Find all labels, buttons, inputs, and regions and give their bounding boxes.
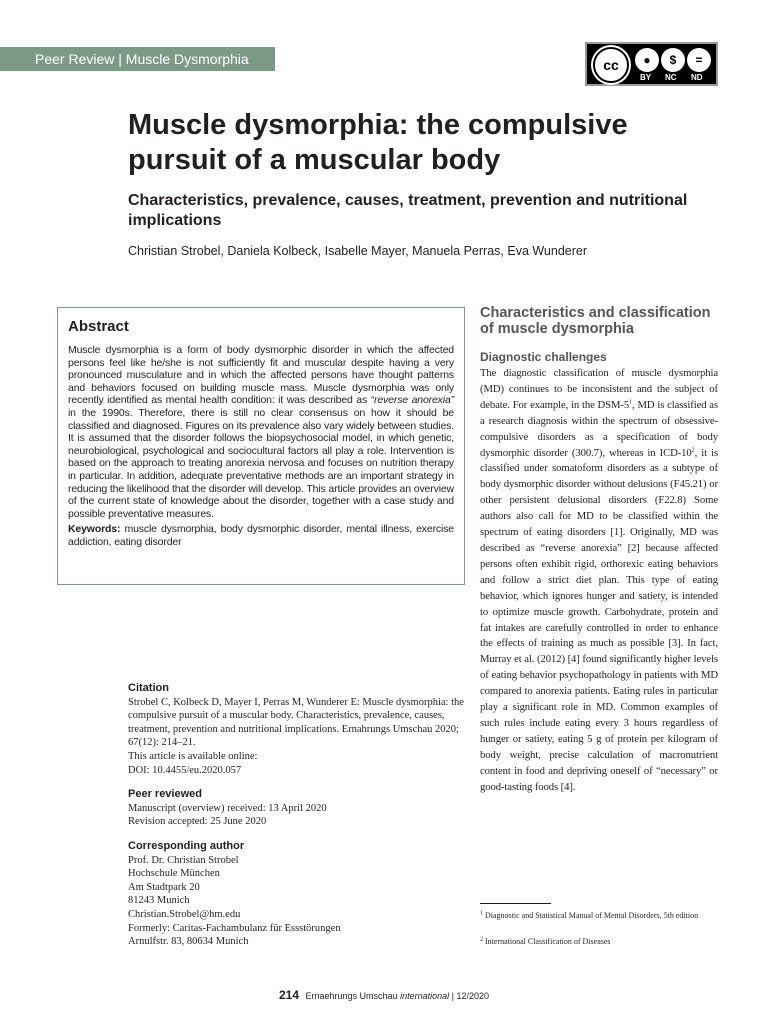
footnote-divider [480, 903, 551, 904]
article-title: Muscle dysmorphia: the compulsive pursuit of a muscular body [128, 109, 628, 176]
citation-heading: Citation [128, 682, 169, 694]
page-number: 214 [278, 988, 299, 1002]
author-line: Am Stadtpark 20 [128, 881, 200, 893]
by-person-icon: ● [635, 48, 659, 72]
author-line: Prof. Dr. Christian Strobel [128, 854, 239, 866]
license-nc-label: NC [665, 73, 677, 82]
peer-heading: Peer reviewed [128, 788, 202, 800]
keywords: Keywords: muscle dysmorphia, body dysmorphic disorder, mental illness, exercise addiction, eating disorder [68, 523, 454, 548]
accepted-date: Revision accepted: 25 June 2020 [128, 816, 267, 828]
page-footer [0, 988, 768, 1002]
subsection-title: Diagnostic challenges [480, 350, 607, 364]
author-line: Hochschule München [128, 868, 220, 880]
footnote-1: $^1$ Diagnostic and Statistical Manual of Mental Disorders, 5th edition [480, 910, 699, 920]
license-by-label: BY [640, 73, 652, 82]
peer-review-block [128, 788, 468, 829]
online-note: This article is available online: [128, 750, 258, 762]
abstract-text: Muscle dysmorphia is a form of body dysmorphic disorder in which the affected persons feel like he/she is not sufficiently fit and muscular despite having a very pronounced musculature and in which the affected persons have thought patterns and behaviors focused on building muscle mass. Muscle dysmorphia was only recently identified as mental health condition: it was described as “reverse anorexia” in the 1990s. Therefore, there is still no clear consensus on how it should be classified and diagnosed. Figures on its prevalence also vary widely between studies. It is assumed that the disorder follows the biopsychosocial model, in which genetic, neurobiological, psychological and sociocultural factors all play a role. Intervention is based on the approach to treating anorexia nervosa and focuses on nutrition therapy in particular. In addition, adequate preventative methods are an important strategy in reducing the likelihood that the disorder will develop. This article provides an overview of the current state of knowledge about the disorder, together with a case study and possible preventative measures. [68, 344, 454, 520]
nc-dollar-icon: $ [661, 48, 685, 72]
journal-name: Ernaehrungs Umschau [305, 991, 398, 1001]
journal-edition: international [400, 991, 450, 1001]
license-nd-label: ND [691, 73, 703, 82]
journal-issue: | 12/2020 [449, 991, 490, 1001]
cc-license-badge [585, 42, 718, 86]
cc-logo-icon: cc [593, 47, 629, 83]
author-heading: Corresponding author [128, 840, 245, 852]
doi[interactable]: DOI: 10.4455/eu.2020.057 [128, 764, 242, 776]
section-banner: Peer Review | Muscle Dysmorphia [0, 47, 275, 71]
section-title: Characteristics and classification of muscle dysmorphia [480, 305, 711, 337]
body-paragraph: The diagnostic classification of muscle dysmorphia (MD) continues to be inconsistent and the subject of debate. For example, in the DSM-$5^1$, MD is classified as a research diagnosis within the spectrum of obsessive-compulsive disorders as a specification of body dysmorphic disorder (300.7), whereas in ICD-$10^2$, it is classified under somatoform disorders as a subtype of body dysmorphic disorder without delusions (F45.21) or other persistent delusional disorders (F22.8) Some authors also call for MD to be classified within the spectrum of eating disorders [1]. Originally, MD was described as “reverse anorexia” [2] because affected persons often exhibit rigid, orthorexic eating behaviors and follow a strict diet plan. This type of eating behavior, which ignores hunger and satiety, is intended to optimize muscle growth. Carbohydrate, protein and fat intakes are carefully controlled in order to enhance the effects of training as much as possible [3]. In fact, Murray et al. (2012) [4] found significantly higher levels of eating behavior psychopathology in patients with MD compared to anorexia patients. Eating rules in particular play a significant role in MD. Common examples of such rules include eating every 3 hours regardless of hunger or satiety, eating 5 g of protein per kilogram of body weight, precise calculation of macronutrient content in food and depriving oneself of “necessary” or good-tasting foods [4]. [480, 367, 719, 793]
author-list: Christian Strobel, Daniela Kolbeck, Isabelle Mayer, Manuela Perras, Eva Wunderer [128, 244, 588, 258]
author-line: 81243 Munich [128, 895, 190, 907]
citation-text: Strobel C, Kolbeck D, Mayer I, Perras M, Wunderer E: Muscle dysmorphia: the compulsive pursuit of a muscular body. Characteristics, prevalence, causes, treatment, prevention and nutritional implications. Ernahrungs Umschau 2020; 67(12): 214–21. [128, 696, 464, 749]
received-date: Manuscript (overview) received: 13 April 2020 [128, 802, 327, 814]
abstract-heading: Abstract [68, 318, 129, 335]
citation-block [128, 682, 468, 777]
abstract-box [57, 307, 465, 585]
author-line: Formerly: Caritas-Fachambulanz für Essstörungen [128, 922, 341, 934]
footnote-2: $^2$ International Classification of Diseases [480, 936, 611, 946]
author-email[interactable]: Christian.Strobel@hm.edu [128, 908, 241, 920]
corresponding-author-block [128, 840, 468, 949]
article-subtitle: Characteristics, prevalence, causes, treatment, prevention and nutritional implications [128, 192, 688, 229]
author-line: Arnulfstr. 83, 80634 Munich [128, 936, 249, 948]
nd-equals-icon: = [687, 48, 711, 72]
